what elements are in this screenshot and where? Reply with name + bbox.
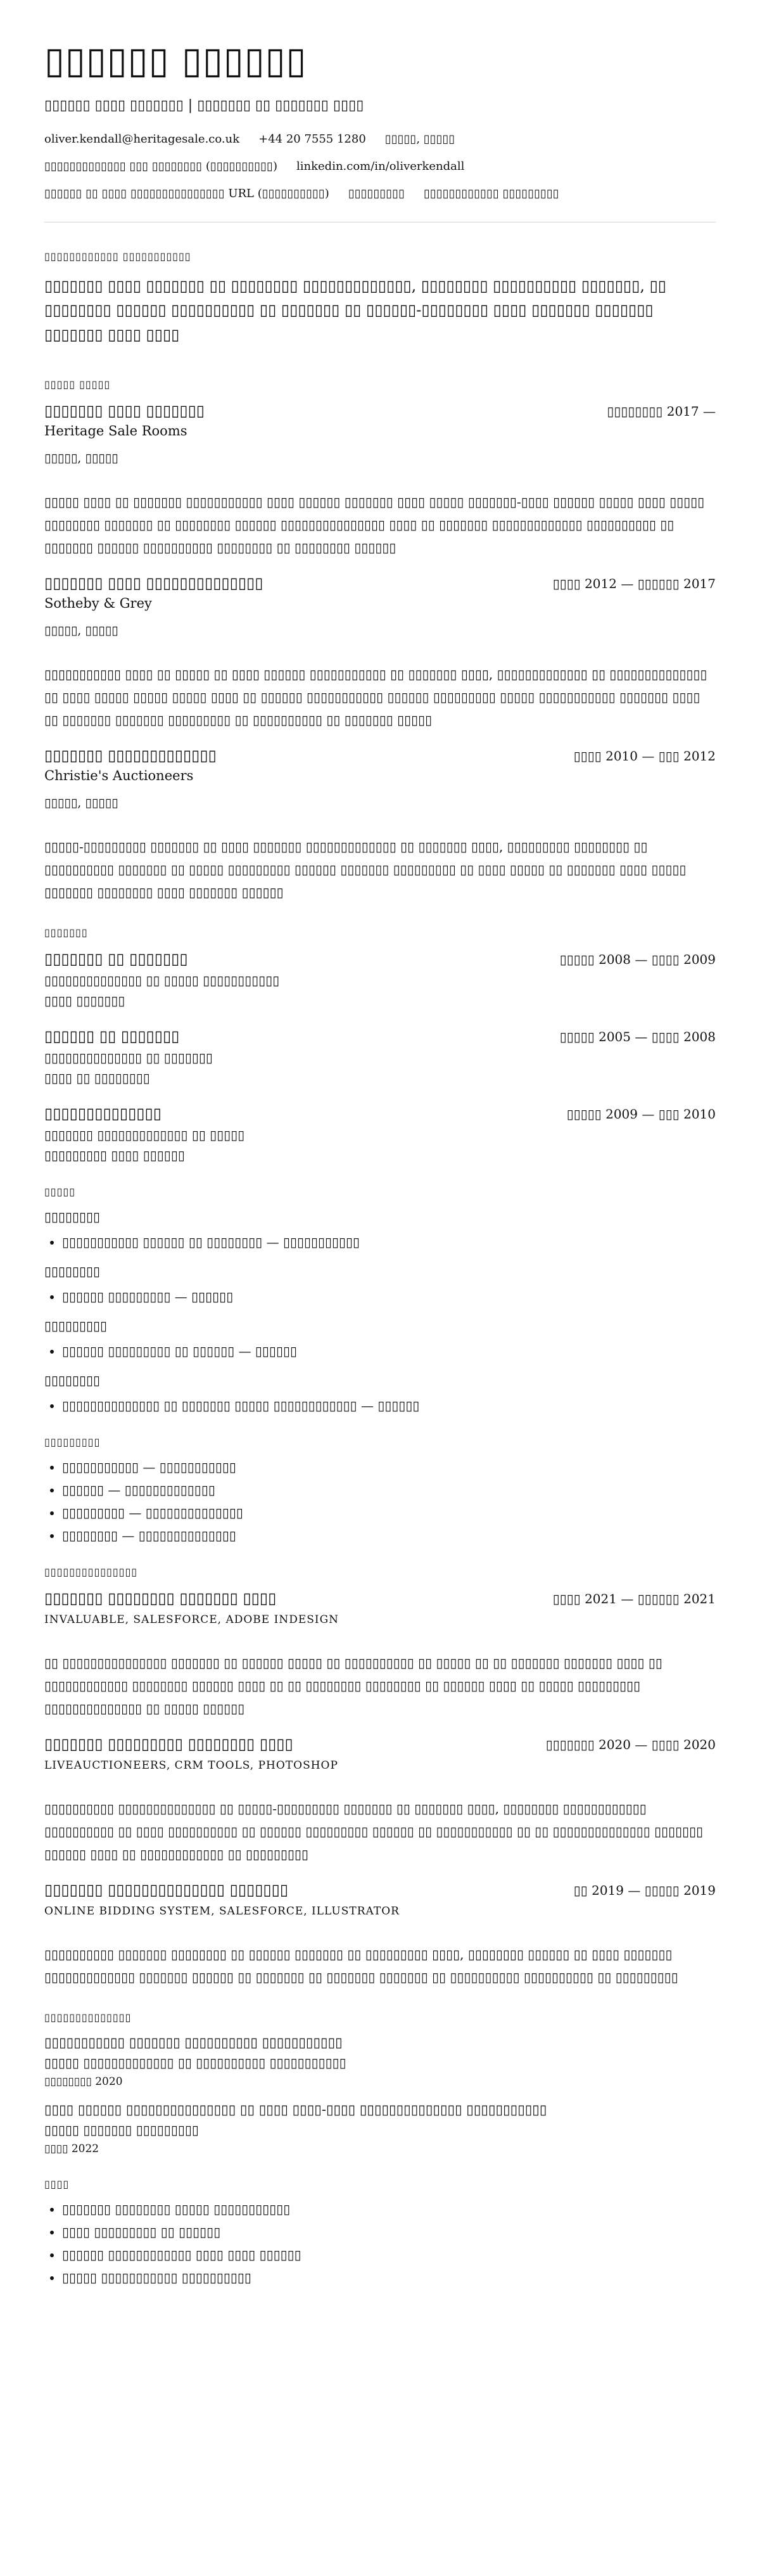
project-tech: LIVEAUCTIONEERS, CRM TOOLS, PHOTOSHOP <box>44 1759 338 1772</box>
skill-list <box>44 1343 716 1359</box>
website-link[interactable]: ▯▯▯▯▯▯▯▯▯▯▯▯▯ ▯▯▯ ▯▯▯▯▯▯▯▯ (▯▯▯▯▯▯▯▯▯▯) <box>44 159 277 173</box>
skill-list <box>44 1289 716 1304</box>
education-entry <box>44 1027 716 1086</box>
portfolio-link[interactable]: ▯▯▯▯▯▯ ▯▯ ▯▯▯▯ ▯▯▯▯▯▯▯▯▯▯▯▯▯▯▯ URL (▯▯▯▯▯▯▯▯▯▯) <box>44 186 329 200</box>
job-title: ▯▯▯▯▯▯▯ ▯▯▯▯ ▯▯▯▯▯▯▯▯▯▯▯▯▯▯ <box>44 574 263 592</box>
project-description: ▯▯▯▯▯▯▯▯▯▯ ▯▯▯▯▯▯▯ ▯▯▯▯▯▯▯▯ ▯▯ ▯▯▯▯▯▯ ▯▯▯▯▯▯▯ ▯▯ ▯▯▯▯▯▯▯▯▯ ▯▯▯▯, ▯▯▯▯▯▯▯▯ ▯▯▯▯▯▯ ▯▯ ▯▯▯▯ ▯▯▯▯▯▯▯ ▯▯▯▯▯▯▯▯▯▯▯▯▯ ▯▯▯▯▯▯▯ ▯▯▯▯▯▯ ▯▯ ▯▯▯▯▯▯▯ ▯▯ ▯▯▯▯▯▯▯ ▯▯▯▯▯▯▯ ▯▯ ▯▯▯▯▯▯▯▯▯▯ ▯▯▯▯▯▯▯▯▯▯ ▯▯ ▯▯▯▯▯▯▯▯▯ <box>44 1946 678 1985</box>
institution: ▯▯▯▯▯▯▯ ▯▯▯▯▯▯▯▯▯▯▯▯▯ ▯▯ ▯▯▯▯▯ <box>44 1127 245 1143</box>
project-entry-head <box>44 1735 716 1753</box>
award-item: • ▯▯▯▯▯▯ ▯▯▯▯▯▯▯▯▯▯▯▯ ▯▯▯▯ ▯▯▯▯ ▯▯▯▯▯▯ <box>62 2247 716 2262</box>
education-date: ▯▯▯▯▯ 2008 — ▯▯▯▯ 2009 <box>559 951 716 967</box>
education-entry-head <box>44 1027 716 1045</box>
contact-row-secondary <box>44 160 716 173</box>
education-detail: ▯▯▯▯ ▯▯ ▯▯▯▯▯▯▯▯ <box>44 1070 150 1086</box>
summary-heading: ▯▯▯▯▯▯▯▯▯▯▯▯ ▯▯▯▯▯▯▯▯▯▯▯ <box>44 250 191 262</box>
project-tech: ONLINE BIDDING SYSTEM, SALESFORCE, ILLUSTRATOR <box>44 1904 400 1918</box>
education-entry <box>44 950 716 1008</box>
contact-row-tertiary <box>44 187 716 200</box>
experience-entry-head <box>44 574 716 592</box>
experience-entry-head <box>44 402 716 420</box>
institution: ▯▯▯▯▯▯▯▯▯▯▯▯▯▯ ▯▯ ▯▯▯▯▯ ▯▯▯▯▯▯▯▯▯▯▯ <box>44 972 280 988</box>
awards-heading: ▯▯▯▯ <box>44 2177 70 2190</box>
job-description: ▯▯▯▯▯▯▯▯▯▯▯ ▯▯▯▯ ▯▯ ▯▯▯▯▯ ▯▯ ▯▯▯▯ ▯▯▯▯▯▯ ▯▯▯▯▯▯▯▯▯▯▯ ▯▯ ▯▯▯▯▯▯▯ ▯▯▯▯, ▯▯▯▯▯▯▯▯▯▯▯▯▯ ▯▯ ▯▯▯▯▯▯▯▯▯▯▯▯▯▯ ▯▯ ▯▯▯▯ ▯▯▯▯▯ ▯▯▯▯▯ ▯▯▯▯▯ ▯▯▯▯ ▯▯ ▯▯▯▯▯▯ ▯▯▯▯▯▯▯▯▯▯▯ ▯▯▯▯▯▯ ▯▯▯▯▯▯▯▯▯ ▯▯▯▯▯ ▯▯▯▯▯▯▯▯▯▯▯ ▯▯▯▯▯▯▯ ▯▯▯▯ ▯▯ ▯▯▯▯▯▯▯ ▯▯▯▯▯▯▯ ▯▯▯▯▯▯▯▯▯ ▯▯ ▯▯▯▯▯▯▯▯▯▯ ▯▯ ▯▯▯▯▯▯▯ ▯▯▯▯▯ <box>44 666 707 727</box>
experience-entry <box>44 574 716 731</box>
employer: Christie's Auctioneers <box>44 767 194 783</box>
summary-text: ▯▯▯▯▯▯▯ ▯▯▯▯ ▯▯▯▯▯▯▯ ▯▯ ▯▯▯▯▯▯▯▯ ▯▯▯▯▯▯▯▯▯▯▯▯▯, ▯▯▯▯▯▯▯▯ ▯▯▯▯▯▯▯▯▯▯ ▯▯▯▯▯▯▯, ▯▯ ▯▯▯▯▯▯▯▯ ▯▯▯▯▯▯ ▯▯▯▯▯▯▯▯▯▯ ▯▯ ▯▯▯▯▯▯▯ ▯▯ ▯▯▯▯▯▯-▯▯▯▯▯▯▯▯ ▯▯▯▯ ▯▯▯▯▯▯▯ ▯▯▯▯▯▯▯ ▯▯▯▯▯▯▯ ▯▯▯▯ ▯▯▯▯ <box>44 276 666 343</box>
degree-title: ▯▯▯▯▯▯▯▯▯▯▯▯▯▯ <box>44 1104 162 1122</box>
headline: ▯▯▯▯▯▯ ▯▯▯▯ ▯▯▯▯▯▯▯ | ▯▯▯▯▯▯▯ ▯▯ ▯▯▯▯▯▯▯ ▯▯▯▯ <box>44 97 364 113</box>
skill-item: • ▯▯▯▯▯▯▯▯▯▯▯▯▯▯ ▯▯ ▯▯▯▯▯▯▯ ▯▯▯▯▯ ▯▯▯▯▯▯▯▯▯▯▯▯ — ▯▯▯▯▯▯ <box>62 1398 716 1413</box>
award-item: • ▯▯▯▯▯▯▯ ▯▯▯▯▯▯▯▯ ▯▯▯▯▯ ▯▯▯▯▯▯▯▯▯▯▯ <box>62 2201 716 2217</box>
language-item: • ▯▯▯▯▯▯▯▯▯▯▯ — ▯▯▯▯▯▯▯▯▯▯▯ <box>62 1459 716 1475</box>
education-date: ▯▯▯▯▯ 2009 — ▯▯▯ 2010 <box>566 1106 716 1122</box>
project-entry <box>44 1881 716 1989</box>
job-date: ▯▯▯▯ 2010 — ▯▯▯ 2012 <box>573 748 716 764</box>
project-date: ▯▯ 2019 — ▯▯▯▯▯ 2019 <box>573 1882 716 1898</box>
skill-group-title: ▯▯▯▯▯▯▯▯ <box>44 1263 101 1279</box>
certification-entry <box>44 2102 716 2155</box>
award-item: • ▯▯▯▯ ▯▯▯▯▯▯▯▯▯ ▯▯ ▯▯▯▯▯▯ <box>62 2224 716 2240</box>
experience-entry <box>44 747 716 904</box>
experience-entry <box>44 402 716 559</box>
project-description: ▯▯ ▯▯▯▯▯▯▯▯▯▯▯▯▯▯▯ ▯▯▯▯▯▯▯ ▯▯ ▯▯▯▯▯▯ ▯▯▯▯▯ ▯▯ ▯▯▯▯▯▯▯▯▯▯ ▯▯ ▯▯▯▯▯ ▯▯ ▯▯ ▯▯▯▯▯▯▯ ▯▯▯▯▯▯▯ ▯▯▯▯ ▯▯ ▯▯▯▯▯▯▯▯▯▯▯▯ ▯▯▯▯▯▯▯▯ ▯▯▯▯▯▯ ▯▯▯▯ ▯▯ ▯▯ ▯▯▯▯▯▯▯▯ ▯▯▯▯▯▯▯▯ ▯▯ ▯▯▯▯▯▯ ▯▯▯▯ ▯▯ ▯▯▯▯▯ ▯▯▯▯▯▯▯▯▯ ▯▯▯▯▯▯▯▯▯▯▯▯▯▯ ▯▯ ▯▯▯▯▯ ▯▯▯▯▯▯ <box>44 1655 662 1716</box>
skill-group <box>44 1264 716 1304</box>
projects-heading: ▯▯▯▯▯▯▯▯▯▯▯▯▯▯▯ <box>44 1565 138 1578</box>
skill-group <box>44 1209 716 1250</box>
job-date: ▯▯▯▯ 2012 — ▯▯▯▯▯▯ 2017 <box>552 575 716 591</box>
education-detail: ▯▯▯▯▯▯▯▯▯ ▯▯▯▯ ▯▯▯▯▯▯ <box>44 1147 185 1163</box>
candidate-name: ▯▯▯▯▯▯ ▯▯▯▯▯▯ <box>44 39 307 82</box>
contact-extra-2: ▯▯▯▯▯▯▯▯▯▯▯▯ ▯▯▯▯▯▯▯▯▯ <box>423 186 559 200</box>
degree-title: ▯▯▯▯▯▯ ▯▯ ▯▯▯▯▯▯▯ <box>44 1027 180 1045</box>
contact-row-primary <box>44 132 716 146</box>
award-list <box>44 2201 716 2285</box>
job-title: ▯▯▯▯▯▯▯ ▯▯▯▯▯▯▯▯▯▯▯▯▯ <box>44 746 217 764</box>
linkedin-link[interactable]: linkedin.com/in/oliverkendall <box>296 159 465 173</box>
email-link[interactable]: oliver.kendall@heritagesale.co.uk <box>44 132 240 146</box>
job-location: ▯▯▯▯▯, ▯▯▯▯▯ <box>44 795 118 810</box>
institution: ▯▯▯▯▯▯▯▯▯▯▯▯▯▯ ▯▯ ▯▯▯▯▯▯▯ <box>44 1049 213 1065</box>
languages-heading: ▯▯▯▯▯▯▯▯▯ <box>44 1435 101 1448</box>
contact-extra-1: ▯▯▯▯▯▯▯▯▯ <box>348 186 405 200</box>
education-entry-head <box>44 1105 716 1122</box>
job-date: ▯▯▯▯▯▯▯▯ 2017 — <box>607 403 716 419</box>
job-location: ▯▯▯▯▯, ▯▯▯▯▯ <box>44 623 118 638</box>
skills-section <box>44 1186 716 1413</box>
certification-title: ▯▯▯▯▯▯▯▯▯▯▯ ▯▯▯▯▯▯▯ ▯▯▯▯▯▯▯▯▯▯ ▯▯▯▯▯▯▯▯▯▯▯ <box>44 2034 343 2050</box>
experience-section <box>44 378 716 904</box>
job-description: ▯▯▯▯▯ ▯▯▯▯ ▯▯ ▯▯▯▯▯▯▯ ▯▯▯▯▯▯▯▯▯▯▯ ▯▯▯▯ ▯▯▯▯▯▯ ▯▯▯▯▯▯▯ ▯▯▯▯ ▯▯▯▯▯ ▯▯▯▯▯▯▯-▯▯▯▯ ▯▯▯▯▯▯ ▯▯▯▯▯ ▯▯▯▯ ▯▯▯▯▯ ▯▯▯▯▯▯▯▯ ▯▯▯▯▯▯▯ ▯▯ ▯▯▯▯▯▯▯▯ ▯▯▯▯▯▯ ▯▯▯▯▯▯▯▯▯▯▯▯▯▯▯ ▯▯▯▯ ▯▯ ▯▯▯▯▯▯▯ ▯▯▯▯▯▯▯▯▯▯▯▯▯ ▯▯▯▯▯▯▯▯▯▯ ▯▯ ▯▯▯▯▯▯▯ ▯▯▯▯▯▯ ▯▯▯▯▯▯▯▯▯▯ ▯▯▯▯▯▯▯▯ ▯▯ ▯▯▯▯▯▯▯▯ ▯▯▯▯▯▯ <box>44 494 705 555</box>
phone-number: +44 20 7555 1280 <box>258 132 366 146</box>
project-tech: INVALUABLE, SALESFORCE, ADOBE INDESIGN <box>44 1613 339 1626</box>
language-item: • ▯▯▯▯▯▯▯▯▯ — ▯▯▯▯▯▯▯▯▯▯▯▯▯▯ <box>62 1505 716 1520</box>
certification-title: ▯▯▯▯ ▯▯▯▯▯▯ ▯▯▯▯▯▯▯▯▯▯▯▯▯▯▯ ▯▯ ▯▯▯▯ ▯▯▯▯-▯▯▯▯ ▯▯▯▯▯▯▯▯▯▯▯▯▯▯ ▯▯▯▯▯▯▯▯▯▯▯ <box>44 2101 547 2117</box>
certification-entry <box>44 2035 716 2088</box>
project-date: ▯▯▯▯▯▯▯ 2020 — ▯▯▯▯ 2020 <box>545 1736 716 1752</box>
skill-list <box>44 1234 716 1250</box>
summary-section <box>44 250 716 347</box>
project-title: ▯▯▯▯▯▯▯ ▯▯▯▯▯▯▯▯ ▯▯▯▯▯▯▯ ▯▯▯▯ <box>44 1589 277 1607</box>
certification-issuer: ▯▯▯▯▯ ▯▯▯▯▯▯▯▯▯▯▯▯▯ ▯▯ ▯▯▯▯▯▯▯▯▯▯ ▯▯▯▯▯▯▯▯▯▯▯ <box>44 2054 346 2070</box>
skill-item: • ▯▯▯▯▯▯ ▯▯▯▯▯▯▯▯▯ — ▯▯▯▯▯▯ <box>62 1289 716 1304</box>
skill-group-title: ▯▯▯▯▯▯▯▯ <box>44 1208 101 1224</box>
education-heading: ▯▯▯▯▯▯▯ <box>44 926 88 939</box>
job-description: ▯▯▯▯▯-▯▯▯▯▯▯▯▯▯ ▯▯▯▯▯▯▯ ▯▯ ▯▯▯▯ ▯▯▯▯▯▯▯ ▯▯▯▯▯▯▯▯▯▯▯▯▯ ▯▯ ▯▯▯▯▯▯▯ ▯▯▯▯, ▯▯▯▯▯▯▯▯▯ ▯▯▯▯▯▯▯▯ ▯▯ ▯▯▯▯▯▯▯▯▯▯ ▯▯▯▯▯▯▯ ▯▯ ▯▯▯▯▯ ▯▯▯▯▯▯▯▯▯ ▯▯▯▯▯▯ ▯▯▯▯▯▯▯ ▯▯▯▯▯▯▯▯▯ ▯▯ ▯▯▯▯ ▯▯▯▯▯ ▯▯ ▯▯▯▯▯▯▯ ▯▯▯▯ ▯▯▯▯▯ ▯▯▯▯▯▯▯ ▯▯▯▯▯▯▯▯ ▯▯▯▯ ▯▯▯▯▯▯▯ ▯▯▯▯▯▯ <box>44 838 687 900</box>
location: ▯▯▯▯▯, ▯▯▯▯▯ <box>384 132 455 146</box>
experience-entry-head <box>44 747 716 764</box>
project-description: ▯▯▯▯▯▯▯▯▯▯ ▯▯▯▯▯▯▯▯▯▯▯▯▯▯ ▯▯ ▯▯▯▯▯-▯▯▯▯▯▯▯▯▯ ▯▯▯▯▯▯▯ ▯▯ ▯▯▯▯▯▯▯ ▯▯▯▯, ▯▯▯▯▯▯▯▯ ▯▯▯▯▯▯▯▯▯▯▯▯ ▯▯▯▯▯▯▯▯▯▯ ▯▯ ▯▯▯▯ ▯▯▯▯▯▯▯▯▯▯ ▯▯ ▯▯▯▯▯▯ ▯▯▯▯▯▯▯▯▯ ▯▯▯▯▯▯ ▯▯ ▯▯▯▯▯▯▯▯▯▯▯ ▯▯ ▯▯ ▯▯▯▯▯▯▯▯▯▯▯▯▯▯ ▯▯▯▯▯▯▯ ▯▯▯▯▯▯ ▯▯▯▯ ▯▯ ▯▯▯▯▯▯▯▯▯▯▯▯ ▯▯ ▯▯▯▯▯▯▯▯▯ <box>44 1800 704 1862</box>
skill-item: • ▯▯▯▯▯▯ ▯▯▯▯▯▯▯▯▯ ▯▯ ▯▯▯▯▯▯ — ▯▯▯▯▯▯ <box>62 1343 716 1359</box>
certification-date: ▯▯▯▯▯▯▯▯ 2020 <box>44 2075 123 2088</box>
skill-list <box>44 1398 716 1413</box>
project-title: ▯▯▯▯▯▯▯ ▯▯▯▯▯▯▯▯▯▯▯▯▯▯ ▯▯▯▯▯▯▯ <box>44 1880 289 1899</box>
skill-group-title: ▯▯▯▯▯▯▯▯ <box>44 1372 101 1388</box>
education-entry <box>44 1105 716 1163</box>
skills-heading: ▯▯▯▯▯ <box>44 1185 76 1198</box>
language-item: • ▯▯▯▯▯▯▯▯ — ▯▯▯▯▯▯▯▯▯▯▯▯▯▯ <box>62 1528 716 1543</box>
skill-group-title: ▯▯▯▯▯▯▯▯▯ <box>44 1317 108 1333</box>
language-item: • ▯▯▯▯▯▯ — ▯▯▯▯▯▯▯▯▯▯▯▯▯ <box>62 1482 716 1497</box>
project-entry <box>44 1735 716 1866</box>
education-section <box>44 926 716 1163</box>
award-item: • ▯▯▯▯▯ ▯▯▯▯▯▯▯▯▯▯▯ ▯▯▯▯▯▯▯▯▯▯ <box>62 2270 716 2285</box>
certifications-section <box>44 2011 716 2155</box>
job-title: ▯▯▯▯▯▯▯ ▯▯▯▯ ▯▯▯▯▯▯▯ <box>44 401 205 420</box>
project-date: ▯▯▯▯ 2021 — ▯▯▯▯▯▯ 2021 <box>552 1591 716 1606</box>
certification-issuer: ▯▯▯▯▯ ▯▯▯▯▯▯▯ ▯▯▯▯▯▯▯▯▯ <box>44 2122 199 2137</box>
awards-section <box>44 2178 716 2285</box>
employer: Heritage Sale Rooms <box>44 423 187 439</box>
certification-date: ▯▯▯▯ 2022 <box>44 2142 99 2155</box>
project-title: ▯▯▯▯▯▯▯ ▯▯▯▯▯▯▯▯▯ ▯▯▯▯▯▯▯▯ ▯▯▯▯ <box>44 1734 293 1753</box>
project-entry-head <box>44 1881 716 1899</box>
skill-group <box>44 1318 716 1359</box>
degree-title: ▯▯▯▯▯▯▯ ▯▯ ▯▯▯▯▯▯▯ <box>44 949 188 968</box>
projects-section <box>44 1566 716 1989</box>
languages-section <box>44 1436 716 1543</box>
resume-header <box>44 41 716 200</box>
skill-item: • ▯▯▯▯▯▯▯▯▯▯▯ ▯▯▯▯▯▯ ▯▯ ▯▯▯▯▯▯▯▯ — ▯▯▯▯▯▯▯▯▯▯▯ <box>62 1234 716 1250</box>
certifications-heading: ▯▯▯▯▯▯▯▯▯▯▯▯▯▯ <box>44 2011 132 2023</box>
education-entry-head <box>44 950 716 968</box>
skill-group <box>44 1373 716 1413</box>
project-entry <box>44 1589 716 1720</box>
project-entry-head <box>44 1589 716 1607</box>
education-date: ▯▯▯▯▯ 2005 — ▯▯▯▯ 2008 <box>559 1028 716 1044</box>
job-location: ▯▯▯▯▯, ▯▯▯▯▯ <box>44 451 118 465</box>
language-list <box>44 1459 716 1543</box>
experience-heading: ▯▯▯▯▯ ▯▯▯▯▯ <box>44 378 111 390</box>
employer: Sotheby & Grey <box>44 595 152 611</box>
education-detail: ▯▯▯▯ ▯▯▯▯▯▯▯ <box>44 992 125 1008</box>
